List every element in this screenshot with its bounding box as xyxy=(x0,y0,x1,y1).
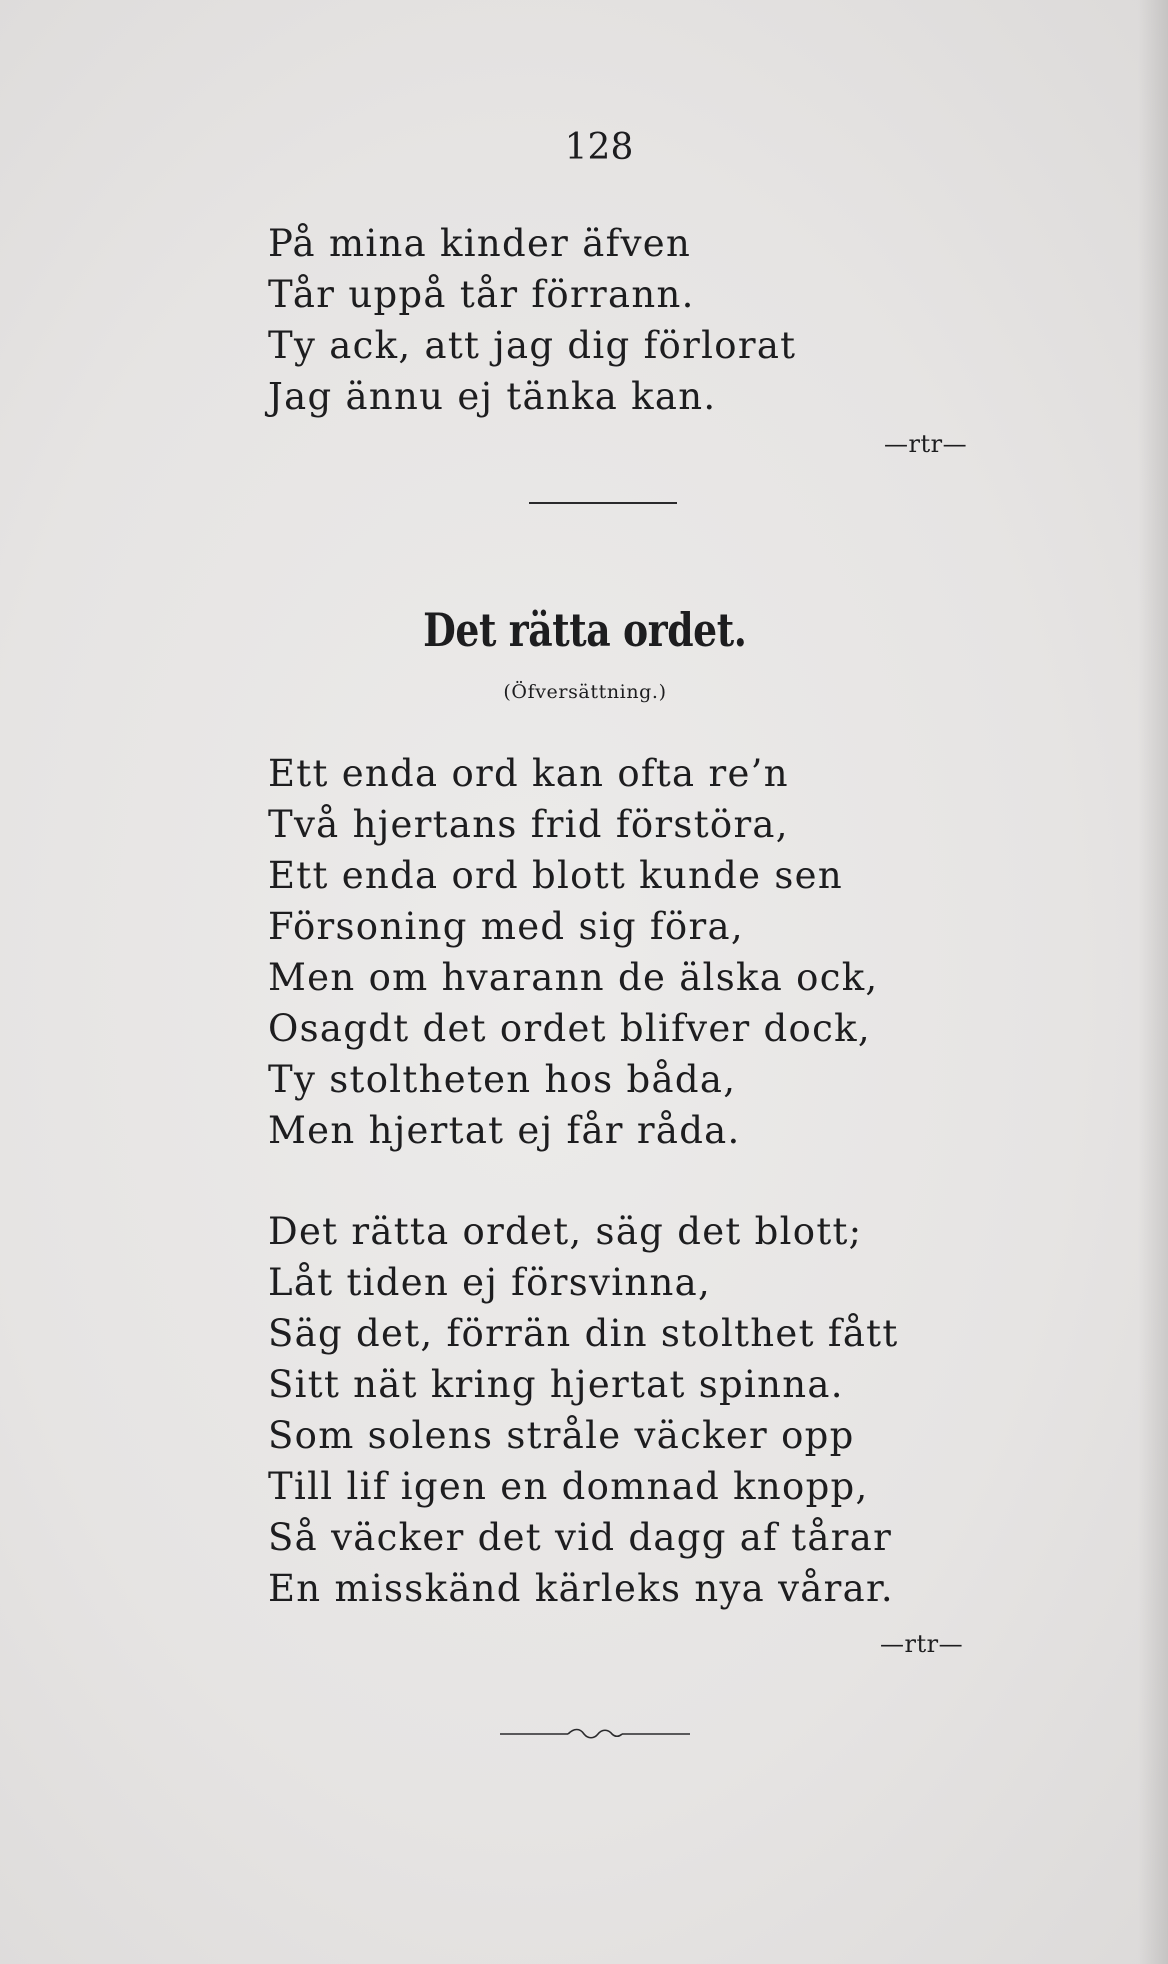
poem-stanza-1 xyxy=(268,748,879,1156)
previous-poem-stanza xyxy=(268,218,796,422)
verse-line: Låt tiden ej försvinna, xyxy=(268,1261,712,1304)
poem-title: Det rätta ordet. xyxy=(423,603,747,657)
end-ornament-icon xyxy=(500,1726,690,1740)
verse-line: Som solens stråle väcker opp xyxy=(268,1414,855,1457)
page-gutter-shadow xyxy=(1138,0,1168,1964)
verse-line: Ty ack, att jag dig förlorat xyxy=(268,324,797,367)
previous-poem-signature: —rtr— xyxy=(884,430,968,458)
verse-line: Försoning med sig föra, xyxy=(268,905,744,948)
verse-line: Ett enda ord kan ofta re’n xyxy=(268,752,789,795)
verse-line: Så väcker det vid dagg af tårar xyxy=(268,1516,893,1559)
verse-line: Ty stoltheten hos båda, xyxy=(268,1058,737,1101)
verse-line: Tår uppå tår förrann. xyxy=(268,273,695,316)
page-number: 128 xyxy=(564,127,634,168)
verse-line: Det rätta ordet, säg det blott; xyxy=(268,1210,863,1253)
verse-line: Sitt nät kring hjertat spinna. xyxy=(268,1363,844,1406)
verse-line: Men hjertat ej får råda. xyxy=(268,1109,741,1152)
verse-line: Osagdt det ordet blifver dock, xyxy=(268,1007,871,1050)
verse-line: Säg det, förrän din stolthet fått xyxy=(268,1312,899,1355)
verse-line: Men om hvarann de älska ock, xyxy=(268,956,879,999)
poem-subtitle: (Öfversättning.) xyxy=(503,681,667,703)
verse-line: En misskänd kärleks nya vårar. xyxy=(268,1567,894,1610)
verse-line: Två hjertans frid förstöra, xyxy=(268,803,789,846)
verse-line: Ett enda ord blott kunde sen xyxy=(268,854,843,897)
poem-signature: —rtr— xyxy=(880,1630,964,1658)
verse-line: Till lif igen en domnad knopp, xyxy=(268,1465,869,1508)
section-divider-rule xyxy=(529,502,677,504)
verse-line: Jag ännu ej tänka kan. xyxy=(268,375,717,418)
verse-line: På mina kinder äfven xyxy=(268,222,692,265)
poem-stanza-2 xyxy=(268,1206,899,1614)
